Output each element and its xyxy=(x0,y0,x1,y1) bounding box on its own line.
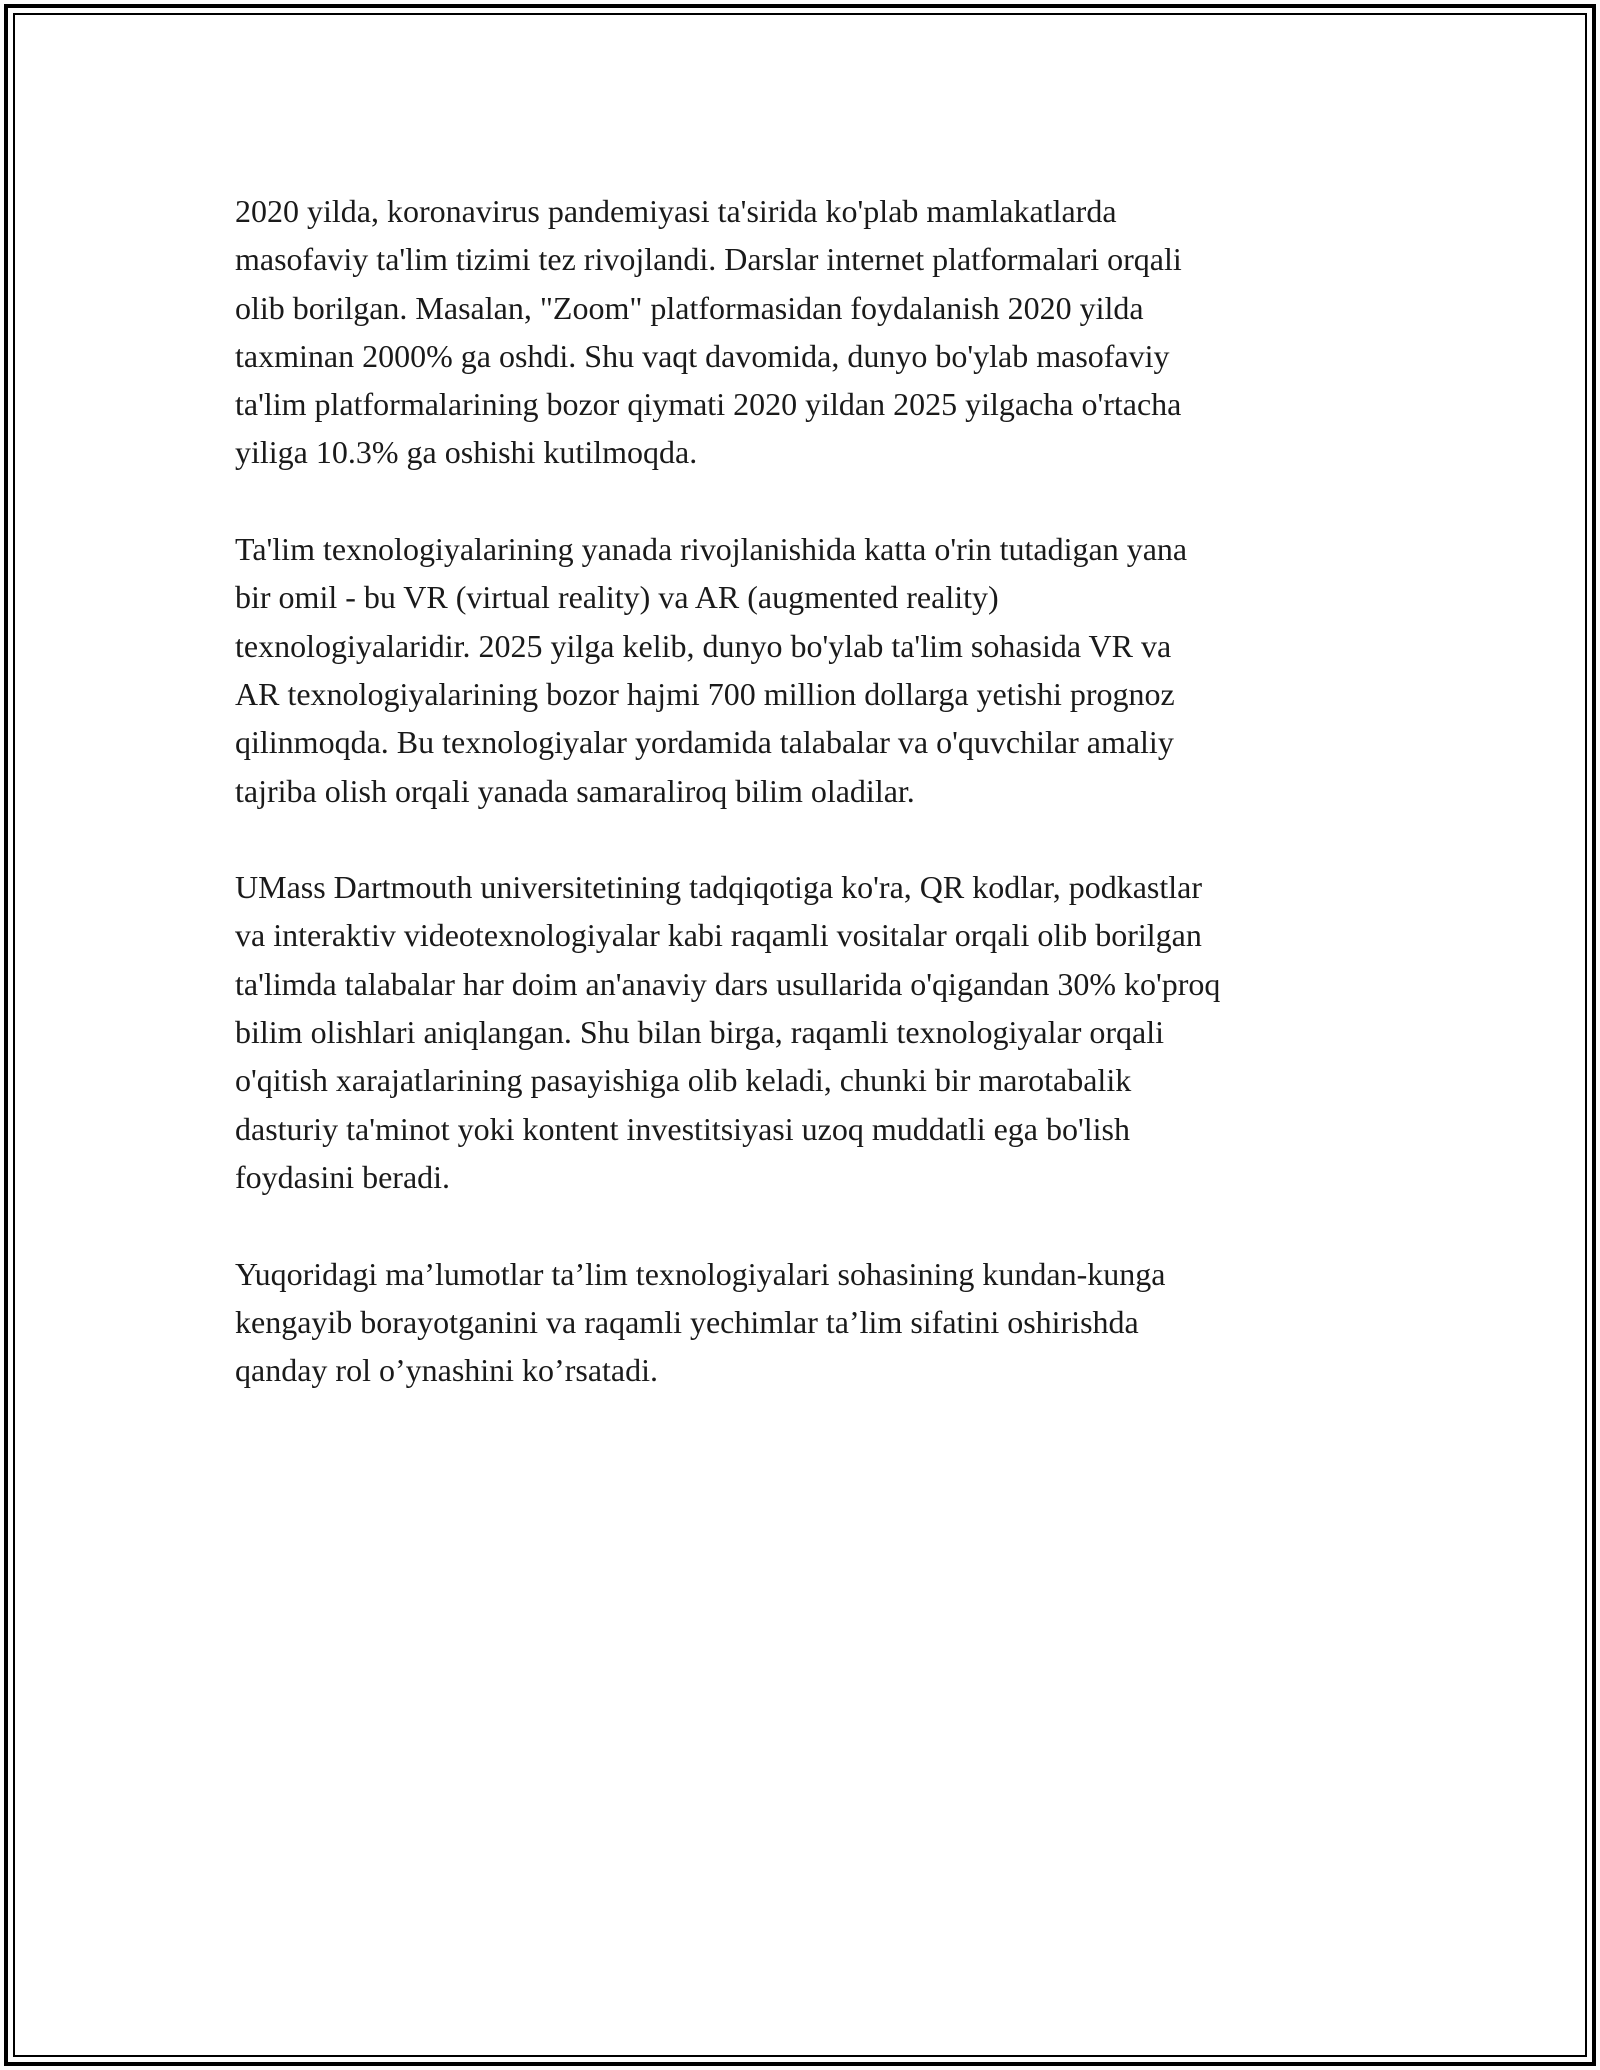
text-line: olib borilgan. Masalan, "Zoom" platformasidan foydalanish 2020 yilda xyxy=(235,289,1144,326)
text-line: dasturiy ta'minot yoki kontent investitsiyasi uzoq muddatli ega bo'lish xyxy=(235,1110,1130,1147)
paragraph-1 xyxy=(235,187,1365,477)
text-line: kengayib borayotganini va raqamli yechimlar ta’lim sifatini oshirishda xyxy=(235,1303,1139,1340)
text-line: bilim olishlari aniqlangan. Shu bilan birga, raqamli texnologiyalar orqali xyxy=(235,1014,1164,1051)
paragraph-2 xyxy=(235,525,1365,815)
text-line: yiliga 10.3% ga oshishi kutilmoqda. xyxy=(235,434,698,471)
text-line: ta'limda talabalar har doim an'anaviy dars usullarida o'qigandan 30% ko'proq xyxy=(235,965,1221,1002)
text-line: bir omil - bu VR (virtual reality) va AR (augmented reality) xyxy=(235,579,999,616)
text-line: qilinmoqda. Bu texnologiyalar yordamida talabalar va o'quvchilar amaliy xyxy=(235,724,1174,761)
document-body xyxy=(235,187,1365,1443)
text-line: 2020 yilda, koronavirus pandemiyasi ta'sirida ko'plab mamlakatlarda xyxy=(235,193,1117,229)
text-line: masofaviy ta'lim tizimi tez rivojlandi. Darslar internet platformalari orqali xyxy=(235,241,1182,278)
paragraph-4 xyxy=(235,1250,1365,1395)
text-line: va interaktiv videotexnologiyalar kabi raqamli vositalar orqali olib borilgan xyxy=(235,917,1202,954)
text-line: ta'lim platformalarining bozor qiymati 2020 yildan 2025 yilgacha o'rtacha xyxy=(235,386,1182,423)
text-line: texnologiyalaridir. 2025 yilga kelib, dunyo bo'ylab ta'lim sohasida VR va xyxy=(235,627,1172,664)
text-line: Yuqoridagi ma’lumotlar ta’lim texnologiyalari sohasining kundan-kunga xyxy=(235,1255,1166,1292)
text-line: taxminan 2000% ga oshdi. Shu vaqt davomida, dunyo bo'ylab masofaviy xyxy=(235,337,1170,374)
text-line: Ta'lim texnologiyalarining yanada rivojlanishida katta o'rin tutadigan yana xyxy=(235,531,1188,568)
text-line: foydasini beradi. xyxy=(235,1158,451,1195)
text-line: AR texnologiyalarining bozor hajmi 700 million dollarga yetishi prognoz xyxy=(235,675,1175,712)
text-line: tajriba olish orqali yanada samaraliroq bilim oladilar. xyxy=(235,772,915,809)
text-line: o'qitish xarajatlarining pasayishiga olib keladi, chunki bir marotabalik xyxy=(235,1062,1132,1099)
text-line: UMass Dartmouth universitetining tadqiqotiga ko'ra, QR kodlar, podkastlar xyxy=(235,869,1202,906)
paragraph-3 xyxy=(235,863,1365,1201)
text-line: qanday rol o’ynashini ko’rsatadi. xyxy=(235,1352,658,1389)
